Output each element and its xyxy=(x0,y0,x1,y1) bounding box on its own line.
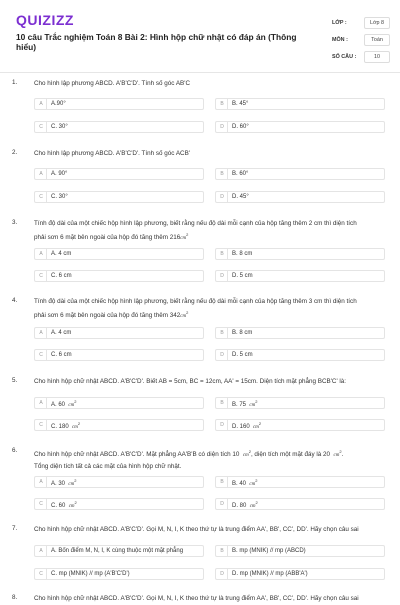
option-b[interactable]: B B. 60° xyxy=(215,168,385,180)
worksheet-meta xyxy=(332,14,390,65)
option-b[interactable]: B B. 75 $cm^2$ xyxy=(215,397,385,409)
subject-value: Toán xyxy=(364,34,390,46)
option-d[interactable]: D D. 160 $cm^2$ xyxy=(215,419,385,431)
question-text: Cho hình hộp chữ nhật ABCD. A'B'C'D'. Mặt phẳng AA'B'B có diện tích 10 $cm^2$, diện tích một mặt đáy là 20 $cm^2$. Tổng diện tích tất cả các mặt của hình hộp chữ nhật. xyxy=(34,449,344,470)
question-text: Tính độ dài của một chiếc hộp hình lập phương, biết rằng nếu độ dài mỗi cạnh của hộp tăng thêm 2 cm thì diện tích phải sơn 6 mặt bên ngoài của hộp đó tăng thêm $216cm^2$ xyxy=(34,220,357,241)
question-number: 1. xyxy=(12,79,18,86)
meta-row-subject: MÔN : Toán xyxy=(332,31,390,48)
option-b[interactable]: B B. mp (MNIK) // mp (ABCD) xyxy=(215,545,385,557)
option-d[interactable]: D D. 60° xyxy=(215,121,385,133)
option-a[interactable]: A A. 60 $cm^2$ xyxy=(34,397,204,409)
unit-cm: cm xyxy=(180,313,187,319)
quizizz-logo: QUIZIZZ xyxy=(16,12,74,28)
option-d[interactable]: D D. 5 cm xyxy=(215,270,385,282)
unit-cm: cm xyxy=(180,235,187,241)
question-text: Tính độ dài của một chiếc hộp hình lập phương, biết rằng nếu độ dài mỗi cạnh của hộp tăng thêm 3 cm thì diện tích phải sơn 6 mặt bên ngoài của hộp đó tăng thêm $342cm^2$ xyxy=(34,298,357,319)
option-a[interactable]: A A. Bốn điểm M, N, I, K cùng thuộc một mặt phẳng xyxy=(34,545,204,557)
meta-row-count: SỐ CÂU : 10 xyxy=(332,48,390,65)
worksheet-title: 10 câu Trắc nghiệm Toán 8 Bài 2: Hình hộp chữ nhật có đáp án (Thông hiểu) xyxy=(16,32,297,52)
option-a[interactable]: A A. 4 cm xyxy=(34,248,204,260)
question-text: Cho hình lập phương ABCD. A'B'C'D'. Tính số góc AB'C xyxy=(34,80,191,87)
question-number: 5. xyxy=(12,377,18,384)
option-a[interactable]: A A.90° xyxy=(34,98,204,110)
meta-row-class: LỚP : Lớp 8 xyxy=(332,14,390,31)
option-a[interactable]: A A. 90° xyxy=(34,168,204,180)
option-c[interactable]: C C. 30° xyxy=(34,121,204,133)
option-c[interactable]: C C. 6 cm xyxy=(34,270,204,282)
option-d[interactable]: D D. 80 $cm^2$ xyxy=(215,498,385,510)
question-number: 7. xyxy=(12,525,18,532)
option-b[interactable]: B B. 8 cm xyxy=(215,327,385,339)
option-a[interactable]: A A. 30 $cm^2$ xyxy=(34,476,204,488)
question-number: 4. xyxy=(12,297,18,304)
option-b[interactable]: B B. 40 $cm^2$ xyxy=(215,476,385,488)
option-d[interactable]: D D. mp (MNIK) // mp (ABB'A') xyxy=(215,568,385,580)
option-b[interactable]: B B. 45° xyxy=(215,98,385,110)
option-a[interactable]: A A. 4 cm xyxy=(34,327,204,339)
question-number: 6. xyxy=(12,447,18,454)
option-c[interactable]: C C. 60 $cm^2$ xyxy=(34,498,204,510)
option-d[interactable]: D D. 5 cm xyxy=(215,349,385,361)
question-text: Cho hình hộp chữ nhật ABCD. A'B'C'D'. Biết AB = 5cm, BC = 12cm, AA' = 15cm. Diện tích mặt phẳng BCB'C' là: xyxy=(34,378,347,385)
option-c[interactable]: C C. 6 cm xyxy=(34,349,204,361)
question-text: Cho hình lập phương ABCD. A'B'C'D'. Tính số góc ACB' xyxy=(34,150,191,157)
worksheet-header xyxy=(0,0,400,74)
class-value: Lớp 8 xyxy=(364,17,390,29)
option-d[interactable]: D D. 45° xyxy=(215,191,385,203)
question-text: Cho hình hộp chữ nhật ABCD. A'B'C'D'. Gọi M, N, I, K theo thứ tự là trung điểm AA', BB', CC', DD'. Hãy chọn câu sai xyxy=(34,526,359,533)
option-c[interactable]: C C. mp (MNIK) // mp (A'B'C'D') xyxy=(34,568,204,580)
question-text: Cho hình hộp chữ nhật ABCD. A'B'C'D'. Gọi M, N, I, K theo thứ tự là trung điểm AA', BB', CC', DD'. Hãy chọn câu sai xyxy=(34,595,359,602)
option-c[interactable]: C C. 30° xyxy=(34,191,204,203)
option-b[interactable]: B B. 8 cm xyxy=(215,248,385,260)
question-number: 3. xyxy=(12,219,18,226)
question-number: 8. xyxy=(12,594,18,601)
option-c[interactable]: C C. 180 $cm^2$ xyxy=(34,419,204,431)
question-number: 2. xyxy=(12,149,18,156)
header-divider xyxy=(0,72,400,73)
question-count-value: 10 xyxy=(364,51,390,63)
